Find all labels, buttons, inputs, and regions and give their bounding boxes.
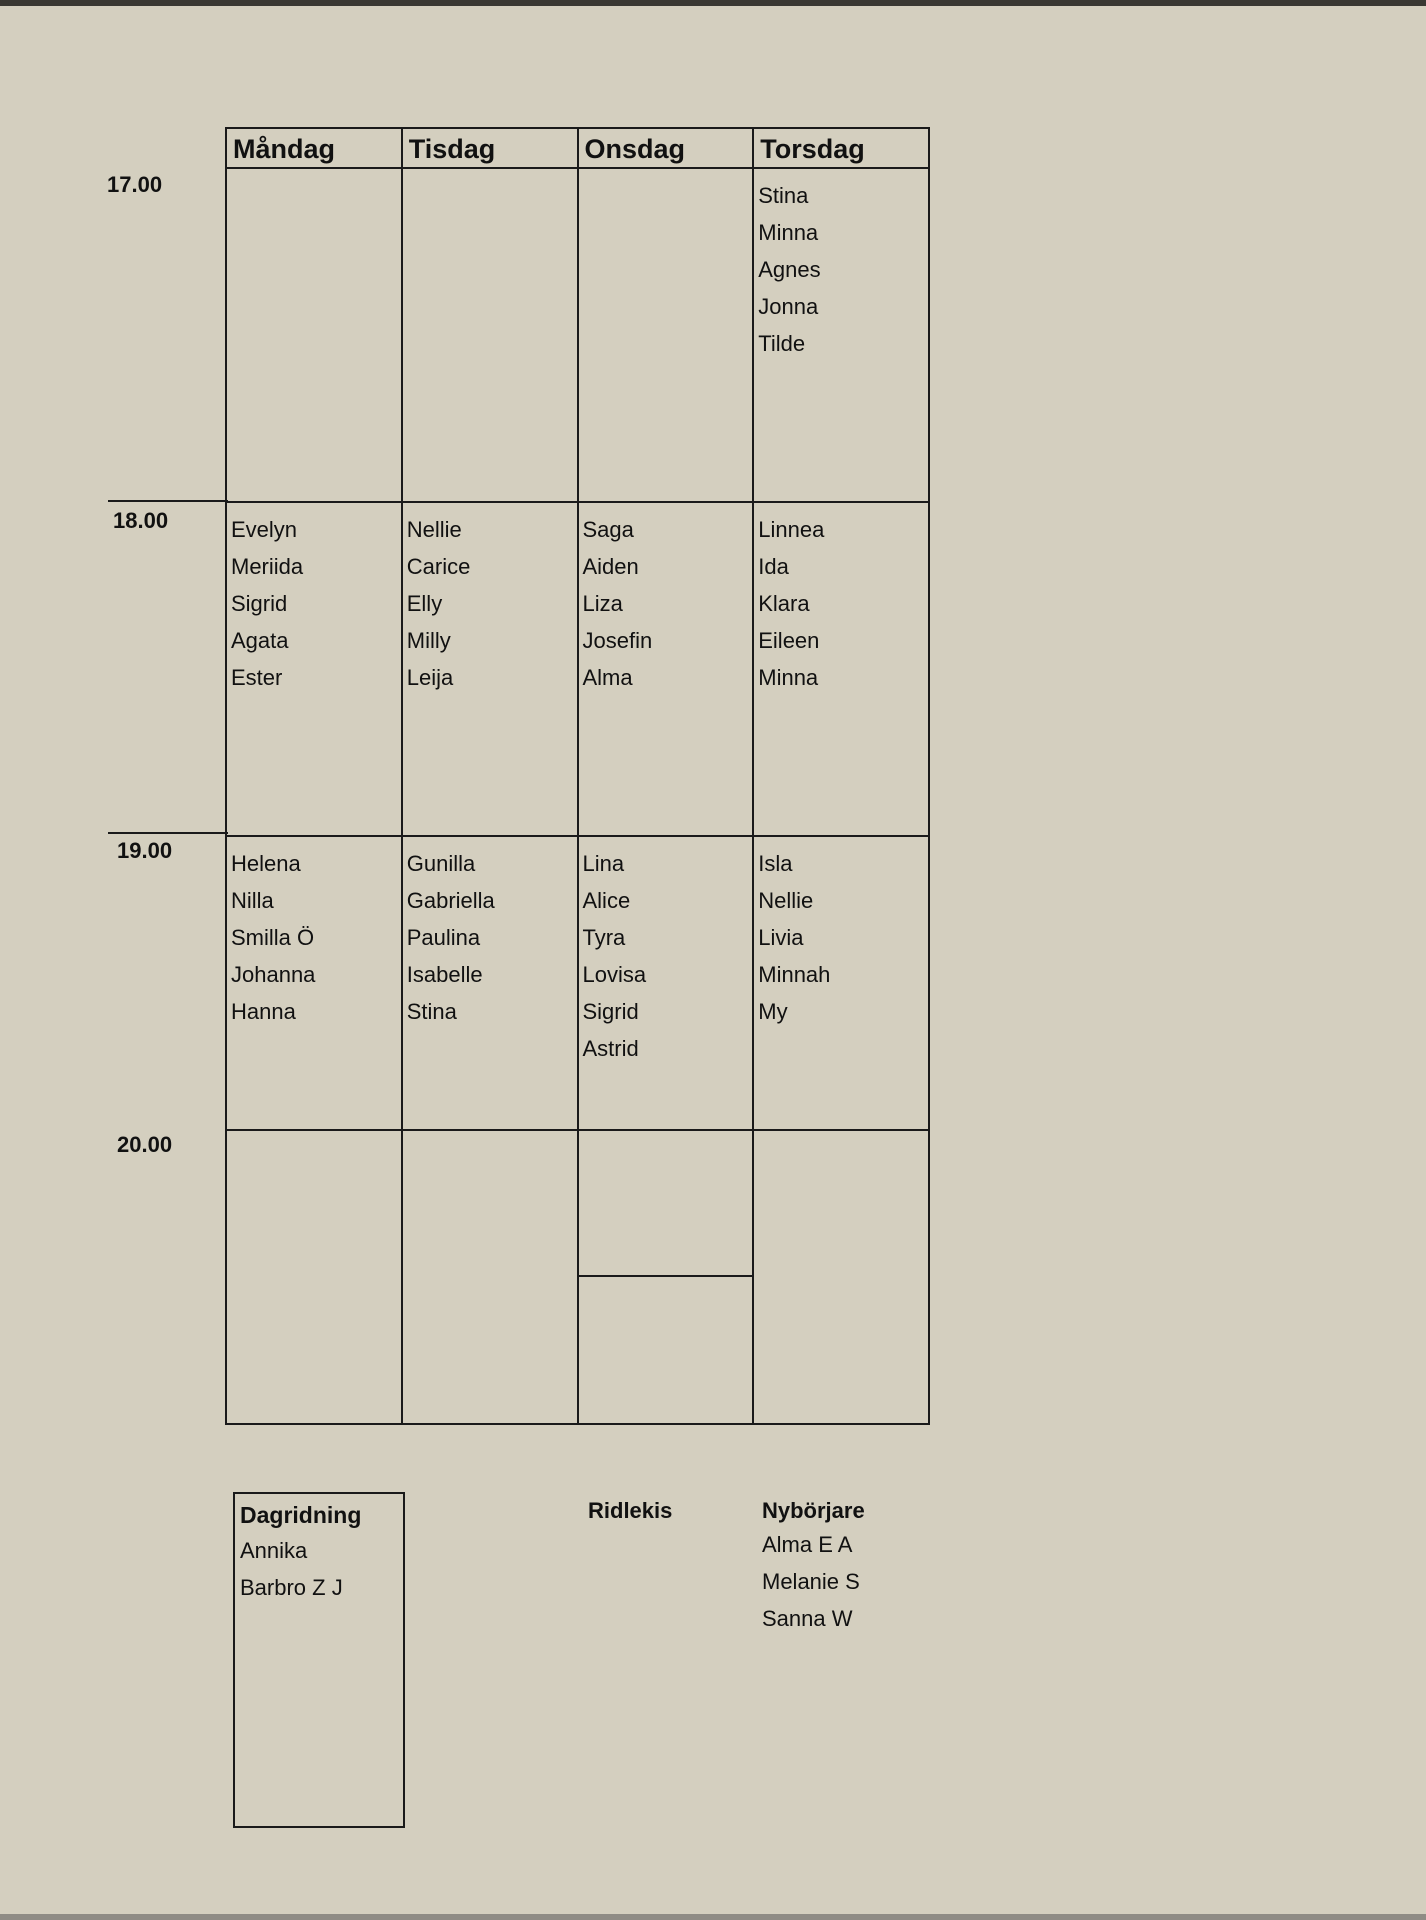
- rider-name: Nilla: [231, 888, 274, 913]
- rider-name: Milly: [406, 628, 451, 653]
- name-list: [227, 169, 401, 177]
- slot-row-19: [226, 836, 929, 1130]
- rider-name: Alma E A: [762, 1532, 853, 1557]
- slot-row-20: [226, 1130, 929, 1424]
- weekly-schedule-table: [225, 127, 930, 1425]
- rider-name: Agnes: [758, 257, 821, 282]
- rider-name: Smilla Ö: [231, 925, 315, 950]
- rider-name: Liza: [582, 591, 623, 616]
- rider-name: Aiden: [582, 554, 639, 579]
- cell-18-mandag: [226, 502, 402, 836]
- cell-18-torsdag: [753, 502, 929, 836]
- cell-19-tisdag: [402, 836, 578, 1130]
- rider-name: Sigrid: [582, 999, 639, 1024]
- time-label-18: 18.00: [113, 508, 169, 533]
- cell-20-tisdag: [402, 1130, 578, 1424]
- rider-name: Astrid: [582, 1036, 639, 1061]
- rider-name: Sigrid: [231, 591, 288, 616]
- rider-name: Alice: [582, 888, 631, 913]
- name-list: [754, 503, 928, 696]
- nyborjare-title: Nybörjare: [762, 1498, 865, 1523]
- nyborjare-section: [762, 1496, 865, 1637]
- rider-name: Meriida: [231, 554, 304, 579]
- rider-name: Minna: [758, 220, 819, 245]
- rider-name: Barbro Z J: [240, 1575, 343, 1600]
- name-list: [579, 503, 753, 696]
- dagridning-title: Dagridning: [240, 1502, 362, 1528]
- cell-17-torsdag: [753, 168, 929, 502]
- rider-name: Isabelle: [406, 962, 483, 987]
- name-list: [579, 169, 753, 177]
- rider-name: Jonna: [758, 294, 819, 319]
- rider-name: Tyra: [582, 925, 626, 950]
- rider-name: Paulina: [406, 925, 481, 950]
- cell-20-mandag: [226, 1130, 402, 1424]
- name-list: [754, 837, 928, 1030]
- time-label-20: 20.00: [117, 1132, 173, 1157]
- rider-name: Klara: [758, 591, 810, 616]
- cell-20-onsdag: [578, 1130, 754, 1424]
- split-divider: [579, 1275, 753, 1277]
- rider-name: Gabriella: [406, 888, 495, 913]
- rider-name: Isla: [758, 851, 793, 876]
- rider-name: Minnah: [758, 962, 831, 987]
- rider-name: Linnea: [758, 517, 825, 542]
- time-label-19: 19.00: [117, 838, 173, 863]
- dagridning-list: [235, 1530, 403, 1606]
- photo-top-edge: [0, 0, 1426, 6]
- name-list: [403, 837, 577, 1030]
- rider-name: Alma: [582, 665, 633, 690]
- rider-name: Lovisa: [582, 962, 647, 987]
- name-list: [227, 503, 401, 696]
- rider-name: Johanna: [231, 962, 316, 987]
- rider-name: Helena: [231, 851, 301, 876]
- rider-name: Elly: [406, 591, 443, 616]
- rider-name: Gunilla: [406, 851, 476, 876]
- name-list: [227, 837, 401, 1030]
- rider-name: Eileen: [758, 628, 820, 653]
- name-list: [403, 169, 577, 177]
- day-header-onsdag: Onsdag: [578, 128, 754, 168]
- rider-name: Hanna: [231, 999, 296, 1024]
- cell-17-mandag: [226, 168, 402, 502]
- cell-18-onsdag: [578, 502, 754, 836]
- name-list: [754, 169, 928, 362]
- rider-name: Ester: [231, 665, 283, 690]
- day-header-tisdag: Tisdag: [402, 128, 578, 168]
- rider-name: Melanie S: [762, 1569, 860, 1594]
- rider-name: Josefin: [582, 628, 653, 653]
- rider-name: My: [758, 999, 788, 1024]
- rider-name: Stina: [406, 999, 457, 1024]
- rider-name: Lina: [582, 851, 625, 876]
- cell-19-torsdag: [753, 836, 929, 1130]
- cell-20-torsdag: [753, 1130, 929, 1424]
- rider-name: Carice: [406, 554, 471, 579]
- rider-name: Ida: [758, 554, 789, 579]
- slot-row-17: [226, 168, 929, 502]
- rider-name: Agata: [231, 628, 289, 653]
- cell-19-mandag: [226, 836, 402, 1130]
- time-label-17: 17.00: [107, 172, 163, 197]
- cell-17-onsdag: [578, 168, 754, 502]
- time-rule-18: [108, 500, 228, 502]
- rider-name: Saga: [582, 517, 634, 542]
- rider-name: Nellie: [758, 888, 814, 913]
- ridlekis-title: Ridlekis: [588, 1498, 673, 1523]
- dagridning-box: [233, 1492, 405, 1828]
- day-header-torsdag: Torsdag: [753, 128, 929, 168]
- name-list: [579, 837, 753, 1067]
- rider-name: Stina: [758, 183, 809, 208]
- nyborjare-list: [762, 1526, 865, 1637]
- rider-name: Minna: [758, 665, 819, 690]
- day-header-mandag: Måndag: [226, 128, 402, 168]
- name-list: [403, 503, 577, 696]
- cell-19-onsdag: [578, 836, 754, 1130]
- rider-name: Evelyn: [231, 517, 298, 542]
- slot-row-18: [226, 502, 929, 836]
- split-cell: [579, 1131, 753, 1423]
- rider-name: Nellie: [406, 517, 462, 542]
- cell-18-tisdag: [402, 502, 578, 836]
- photo-bottom-edge: [0, 1914, 1426, 1920]
- rider-name: Annika: [240, 1538, 308, 1563]
- time-rule-19: [108, 832, 228, 834]
- rider-name: Livia: [758, 925, 804, 950]
- day-header-row: [226, 128, 929, 168]
- cell-17-tisdag: [402, 168, 578, 502]
- rider-name: Sanna W: [762, 1606, 853, 1631]
- rider-name: Leija: [406, 665, 454, 690]
- rider-name: Tilde: [758, 331, 806, 356]
